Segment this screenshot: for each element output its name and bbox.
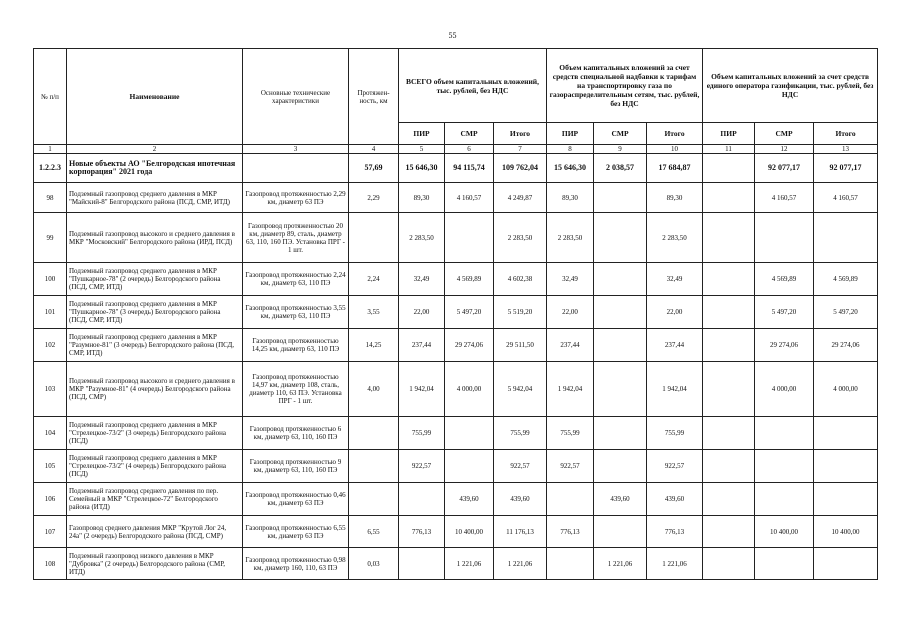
row-value-cell: 2 283,50: [647, 213, 703, 263]
row-value-cell: [814, 450, 878, 483]
row-value-cell: [755, 548, 814, 580]
row-value-cell: 2 283,50: [399, 213, 445, 263]
header-itogo: Итого: [647, 123, 703, 145]
col-number: 2: [67, 145, 243, 154]
table-row: [34, 417, 878, 450]
row-length: 6,55: [349, 516, 399, 548]
row-value-cell: 439,60: [445, 483, 494, 516]
row-value-cell: 4 000,00: [445, 362, 494, 417]
table-body: [34, 183, 878, 580]
row-value-cell: 1 942,04: [647, 362, 703, 417]
row-value-cell: [594, 329, 647, 362]
row-value-cell: 4 160,57: [814, 183, 878, 213]
col-number: 10: [647, 145, 703, 154]
row-value-cell: 2 283,50: [494, 213, 547, 263]
row-num: 104: [34, 417, 67, 450]
table-row: [34, 329, 878, 362]
row-name: Подземный газопровод низкого давления в МКР "Дубровка" (2 очередь) Белгородского района (СМР, ИТД): [67, 548, 243, 580]
header-itogo: Итого: [494, 123, 547, 145]
header-pir: ПИР: [399, 123, 445, 145]
header-smr: СМР: [594, 123, 647, 145]
row-value-cell: [445, 417, 494, 450]
row-value-cell: [703, 263, 755, 296]
row-value-cell: [703, 417, 755, 450]
row-value-cell: [399, 548, 445, 580]
row-length: 14,25: [349, 329, 399, 362]
row-value-cell: 1 221,06: [647, 548, 703, 580]
row-value-cell: 10 400,00: [755, 516, 814, 548]
group-cell: 17 684,87: [647, 154, 703, 183]
row-value-cell: 32,49: [647, 263, 703, 296]
col-number: 6: [445, 145, 494, 154]
header-length: Протяжен-ность, км: [349, 49, 399, 145]
row-num: 102: [34, 329, 67, 362]
row-value-cell: [755, 213, 814, 263]
row-value-cell: 5 497,20: [755, 296, 814, 329]
row-length: 2,29: [349, 183, 399, 213]
row-tech: Газопровод протяженностью 2,29 км, диаметр 63 ПЭ: [243, 183, 349, 213]
row-num: 98: [34, 183, 67, 213]
header-operator-group: Объем капитальных вложений за счет средств единого оператора газификации, тыс. рублей, без НДС: [703, 49, 878, 123]
row-tech: Газопровод протяженностью 0,46 км, диаметр 63 ПЭ: [243, 483, 349, 516]
row-value-cell: 89,30: [647, 183, 703, 213]
row-value-cell: [814, 213, 878, 263]
group-name: Новые объекты АО "Белгородская ипотечная корпорация" 2021 года: [67, 154, 243, 183]
row-name: Подземный газопровод высокого и среднего давления в МКР "Московский" Белгородского района (ИРД, ПСД): [67, 213, 243, 263]
col-number: 9: [594, 145, 647, 154]
row-value-cell: [594, 417, 647, 450]
row-length: [349, 417, 399, 450]
row-name: Подземный газопровод среднего давления в МКР "Пушкарное-78" (2 очередь) Белгородского района (ПСД, СМР, ИТД): [67, 263, 243, 296]
row-tech: Газопровод протяженностью 0,98 км, диаметр 160, 110, 63 ПЭ: [243, 548, 349, 580]
group-cell: 92 077,17: [755, 154, 814, 183]
row-value-cell: 29 274,06: [814, 329, 878, 362]
row-value-cell: 4 249,87: [494, 183, 547, 213]
row-tech: Газопровод протяженностью 9 км, диаметр 63, 110, 160 ПЭ: [243, 450, 349, 483]
row-value-cell: 1 221,06: [594, 548, 647, 580]
group-cell: 109 762,04: [494, 154, 547, 183]
header-pir: ПИР: [703, 123, 755, 145]
row-value-cell: 776,13: [547, 516, 594, 548]
header-total-group: ВСЕГО объем капитальных вложений, тыс. рублей, без НДС: [399, 49, 547, 123]
row-value-cell: 922,57: [399, 450, 445, 483]
row-length: 4,00: [349, 362, 399, 417]
row-value-cell: 439,60: [594, 483, 647, 516]
row-value-cell: 10 400,00: [814, 516, 878, 548]
row-value-cell: [703, 516, 755, 548]
row-value-cell: 11 176,13: [494, 516, 547, 548]
row-name: Подземный газопровод высокого и среднего давления в МКР "Разумное-81" (4 очередь) Белгородского района (ПСД, СМР): [67, 362, 243, 417]
row-tech: Газопровод протяженностью 6,55 км, диаметр 63 ПЭ: [243, 516, 349, 548]
row-num: 106: [34, 483, 67, 516]
row-value-cell: 29 274,06: [445, 329, 494, 362]
row-tech: Газопровод протяженностью 6 км, диаметр 63, 110, 160 ПЭ: [243, 417, 349, 450]
row-length: 0,03: [349, 548, 399, 580]
row-value-cell: [703, 183, 755, 213]
header-name: Наименование: [67, 49, 243, 145]
row-length: [349, 483, 399, 516]
row-value-cell: 776,13: [399, 516, 445, 548]
row-value-cell: [594, 296, 647, 329]
row-value-cell: 10 400,00: [445, 516, 494, 548]
row-value-cell: 755,99: [399, 417, 445, 450]
row-value-cell: 22,00: [547, 296, 594, 329]
row-tech: Газопровод протяженностью 2,24 км, диаметр 63, 110 ПЭ: [243, 263, 349, 296]
row-value-cell: 237,44: [399, 329, 445, 362]
row-value-cell: [703, 329, 755, 362]
table-row: [34, 516, 878, 548]
row-value-cell: [445, 213, 494, 263]
header-smr: СМР: [755, 123, 814, 145]
row-value-cell: 1 221,06: [494, 548, 547, 580]
row-num: 105: [34, 450, 67, 483]
row-value-cell: 4 569,89: [755, 263, 814, 296]
group-cell: 94 115,74: [445, 154, 494, 183]
row-value-cell: [814, 548, 878, 580]
group-cell: [703, 154, 755, 183]
row-value-cell: 2 283,50: [547, 213, 594, 263]
group-tech: [243, 154, 349, 183]
row-value-cell: [703, 296, 755, 329]
col-number: 4: [349, 145, 399, 154]
row-value-cell: 29 511,50: [494, 329, 547, 362]
row-num: 101: [34, 296, 67, 329]
row-value-cell: [445, 450, 494, 483]
col-number: 13: [814, 145, 878, 154]
row-num: 103: [34, 362, 67, 417]
group-cell: 2 038,57: [594, 154, 647, 183]
col-number: 1: [34, 145, 67, 154]
row-value-cell: 1 942,04: [547, 362, 594, 417]
table-row: [34, 296, 878, 329]
row-value-cell: 4 602,38: [494, 263, 547, 296]
row-value-cell: 32,49: [547, 263, 594, 296]
row-value-cell: 4 160,57: [755, 183, 814, 213]
row-tech: Газопровод протяженностью 20 км, диаметр 89, сталь, диаметр 63, 110, 160 ПЭ. Установка ПРГ - 1 шт.: [243, 213, 349, 263]
row-value-cell: [594, 213, 647, 263]
col-number: 11: [703, 145, 755, 154]
row-length: 3,55: [349, 296, 399, 329]
row-value-cell: 5 942,04: [494, 362, 547, 417]
row-value-cell: 32,49: [399, 263, 445, 296]
table-row: [34, 183, 878, 213]
row-value-cell: [755, 417, 814, 450]
row-name: Подземный газопровод среднего давления в МКР "Разумное-81" (3 очередь) Белгородского района (ПСД, СМР, ИТД): [67, 329, 243, 362]
row-value-cell: [755, 450, 814, 483]
row-value-cell: 89,30: [399, 183, 445, 213]
row-value-cell: 5 497,20: [814, 296, 878, 329]
row-num: 107: [34, 516, 67, 548]
table-row: [34, 450, 878, 483]
header-itogo: Итого: [814, 123, 878, 145]
investment-table: [33, 48, 878, 580]
row-value-cell: 1 221,06: [445, 548, 494, 580]
row-value-cell: 922,57: [494, 450, 547, 483]
row-value-cell: 4 160,57: [445, 183, 494, 213]
header-tech: Основные технические характеристики: [243, 49, 349, 145]
header-num: № п/п: [34, 49, 67, 145]
group-cell: 92 077,17: [814, 154, 878, 183]
row-value-cell: 5 497,20: [445, 296, 494, 329]
row-num: 100: [34, 263, 67, 296]
row-value-cell: [594, 263, 647, 296]
row-value-cell: [755, 483, 814, 516]
col-number: 3: [243, 145, 349, 154]
row-name: Подземный газопровод среднего давления в МКР "Пушкарное-78" (3 очередь) Белгородского района (ПСД, СМР, ИТД): [67, 296, 243, 329]
row-tech: Газопровод протяженностью 14,25 км, диаметр 63, 110 ПЭ: [243, 329, 349, 362]
row-value-cell: 237,44: [547, 329, 594, 362]
row-value-cell: [547, 483, 594, 516]
header-pir: ПИР: [547, 123, 594, 145]
row-value-cell: [703, 450, 755, 483]
col-number: 7: [494, 145, 547, 154]
row-value-cell: [814, 417, 878, 450]
row-length: 2,24: [349, 263, 399, 296]
row-value-cell: 4 000,00: [814, 362, 878, 417]
row-value-cell: 22,00: [399, 296, 445, 329]
row-num: 99: [34, 213, 67, 263]
row-value-cell: [594, 450, 647, 483]
group-length: 57,69: [349, 154, 399, 183]
row-length: [349, 450, 399, 483]
row-value-cell: 4 569,89: [814, 263, 878, 296]
table-row: [34, 213, 878, 263]
row-tech: Газопровод протяженностью 14,97 км, диаметр 108, сталь, диаметр 110, 63 ПЭ. Установка ПРГ - 1 шт.: [243, 362, 349, 417]
row-tech: Газопровод протяженностью 3,55 км, диаметр 63, 110 ПЭ: [243, 296, 349, 329]
row-value-cell: 1 942,04: [399, 362, 445, 417]
page-number: 55: [448, 31, 457, 40]
row-value-cell: [703, 362, 755, 417]
table-row: [34, 483, 878, 516]
col-number: 8: [547, 145, 594, 154]
row-length: [349, 213, 399, 263]
row-value-cell: [594, 362, 647, 417]
row-name: Подземный газопровод среднего давления в МКР "Стрелецкое-73/2" (3 очередь) Белгородского района (ПСД): [67, 417, 243, 450]
row-value-cell: [594, 183, 647, 213]
row-value-cell: 922,57: [547, 450, 594, 483]
group-cell: 15 646,30: [547, 154, 594, 183]
group-num: 1.2.2.3: [34, 154, 67, 183]
row-name: Подземный газопровод среднего давления в МКР "Стрелецкое-73/2" (4 очередь) Белгородского района (ПСД): [67, 450, 243, 483]
row-value-cell: 755,99: [547, 417, 594, 450]
row-value-cell: 237,44: [647, 329, 703, 362]
row-value-cell: [547, 548, 594, 580]
col-number: 5: [399, 145, 445, 154]
row-value-cell: 755,99: [647, 417, 703, 450]
row-name: Подземный газопровод среднего давления в МКР "Майский-8" Белгородского района (ПСД, СМР, ИТД): [67, 183, 243, 213]
row-value-cell: 22,00: [647, 296, 703, 329]
row-value-cell: 439,60: [494, 483, 547, 516]
col-number: 12: [755, 145, 814, 154]
row-value-cell: 439,60: [647, 483, 703, 516]
row-name: Газопровод среднего давления МКР "Крутой Лог 24, 24а" (2 очередь) Белгородского района (ПСД, СМР): [67, 516, 243, 548]
group-cell: 15 646,30: [399, 154, 445, 183]
row-value-cell: 776,13: [647, 516, 703, 548]
row-value-cell: [399, 483, 445, 516]
row-value-cell: 5 519,20: [494, 296, 547, 329]
row-value-cell: [703, 548, 755, 580]
row-value-cell: 755,99: [494, 417, 547, 450]
table-row: [34, 548, 878, 580]
row-name: Подземный газопровод среднего давления по пер. Семейный в МКР "Стрелецкое-72" Белгородского района (ИТД): [67, 483, 243, 516]
header-special-group: Объем капитальных вложений за счет средств специальной надбавки к тарифам на транспортировку газа по газораспределительным сетям, тыс. рублей, без НДС: [547, 49, 703, 123]
row-value-cell: 4 569,89: [445, 263, 494, 296]
header-smr: СМР: [445, 123, 494, 145]
group-row: [34, 154, 878, 183]
row-value-cell: [814, 483, 878, 516]
row-value-cell: 4 000,00: [755, 362, 814, 417]
table-row: [34, 362, 878, 417]
row-value-cell: [703, 483, 755, 516]
row-num: 108: [34, 548, 67, 580]
row-value-cell: 29 274,06: [755, 329, 814, 362]
row-value-cell: [703, 213, 755, 263]
row-value-cell: [594, 516, 647, 548]
row-value-cell: 922,57: [647, 450, 703, 483]
row-value-cell: 89,30: [547, 183, 594, 213]
table-row: [34, 263, 878, 296]
